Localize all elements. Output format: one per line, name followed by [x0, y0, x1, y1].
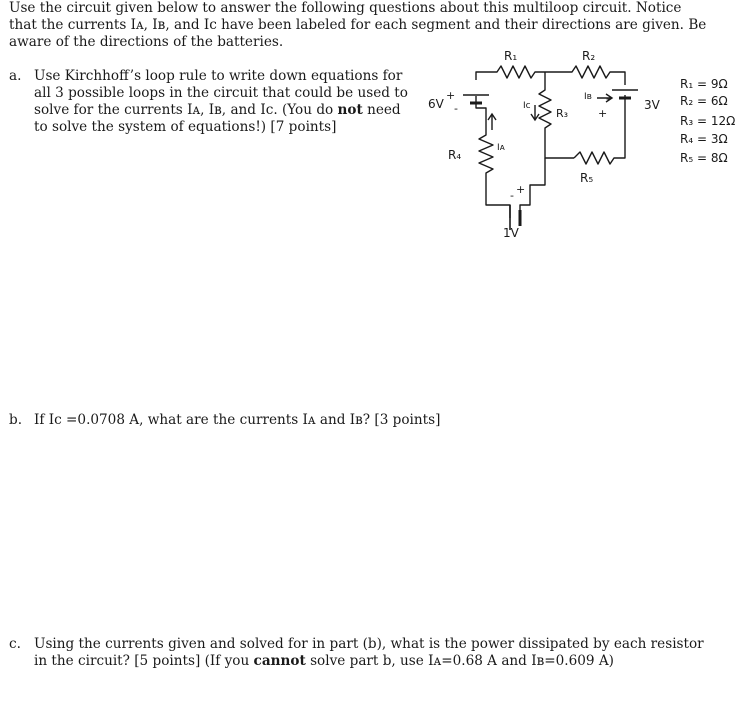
- label-r5: R₅: [580, 171, 594, 185]
- label-6v: 6V: [428, 97, 444, 111]
- sign-6v-plus: +: [446, 89, 456, 102]
- question-a-text-1: Use Kirchhoff’s loop rule to write down equations for all 3 possible loops in the circuit that could be used to solve for the currents Iᴀ, Iʙ, and Ic. (You do: [34, 68, 408, 118]
- value-r5: R₅ = 8Ω: [680, 151, 728, 165]
- intro-text: Use the circuit given below to answer the following questions about this multiloop circuit. Notice that the currents Iᴀ, Iʙ, and Ic have been labeled for each segment and their directions are given. Be aware of the directions of the batteries.: [9, 0, 707, 50]
- question-b-label: b.: [9, 412, 23, 428]
- value-r3: R₃ = 12Ω: [680, 114, 736, 128]
- sign-1v-plus: +: [516, 183, 526, 196]
- label-r4: R₄: [448, 148, 462, 162]
- question-a-bold: not: [337, 102, 363, 118]
- resistor-r5: [574, 95, 625, 164]
- label-r1: R₁: [504, 49, 518, 63]
- ic-arrow-icon: [531, 105, 539, 120]
- sign-3v-plus: +: [598, 107, 608, 120]
- resistor-values: [680, 77, 735, 165]
- question-a-label: a.: [9, 68, 22, 84]
- value-r2: R₂ = 6Ω: [680, 94, 728, 108]
- wire-top: [476, 66, 625, 85]
- sign-1v-minus: -: [510, 189, 514, 202]
- value-r4: R₄ = 3Ω: [680, 132, 728, 146]
- label-ia: Iᴀ: [497, 143, 505, 153]
- label-1v: 1V: [503, 226, 519, 240]
- label-3v: 3V: [644, 98, 660, 112]
- sign-6v-minus: -: [454, 102, 458, 115]
- label-ic: Ic: [523, 101, 531, 111]
- question-c-text-1: Using the currents given and solved for in part (b), what is the power dissipated by each resistor in the circuit? [5 points] (If you: [34, 636, 704, 669]
- question-c-label: c.: [9, 636, 21, 652]
- label-ib: Iʙ: [584, 92, 592, 102]
- sign-3v-minus: -: [606, 92, 610, 105]
- question-c-text-2: solve part b, use Iᴀ=0.68 A and Iʙ=0.609 A): [305, 653, 614, 669]
- ia-arrow-icon: [488, 114, 496, 130]
- question-a-text-2: need to solve the system of equations!) [7 points]: [34, 102, 401, 135]
- value-r1: R₁ = 9Ω: [680, 77, 728, 91]
- question-c-bold: cannot: [253, 653, 306, 669]
- label-r3: R₃: [556, 107, 569, 120]
- label-r2: R₂: [582, 49, 596, 63]
- question-b-text: If Ic =0.0708 A, what are the currents Iᴀ and Iʙ? [3 points]: [34, 412, 441, 428]
